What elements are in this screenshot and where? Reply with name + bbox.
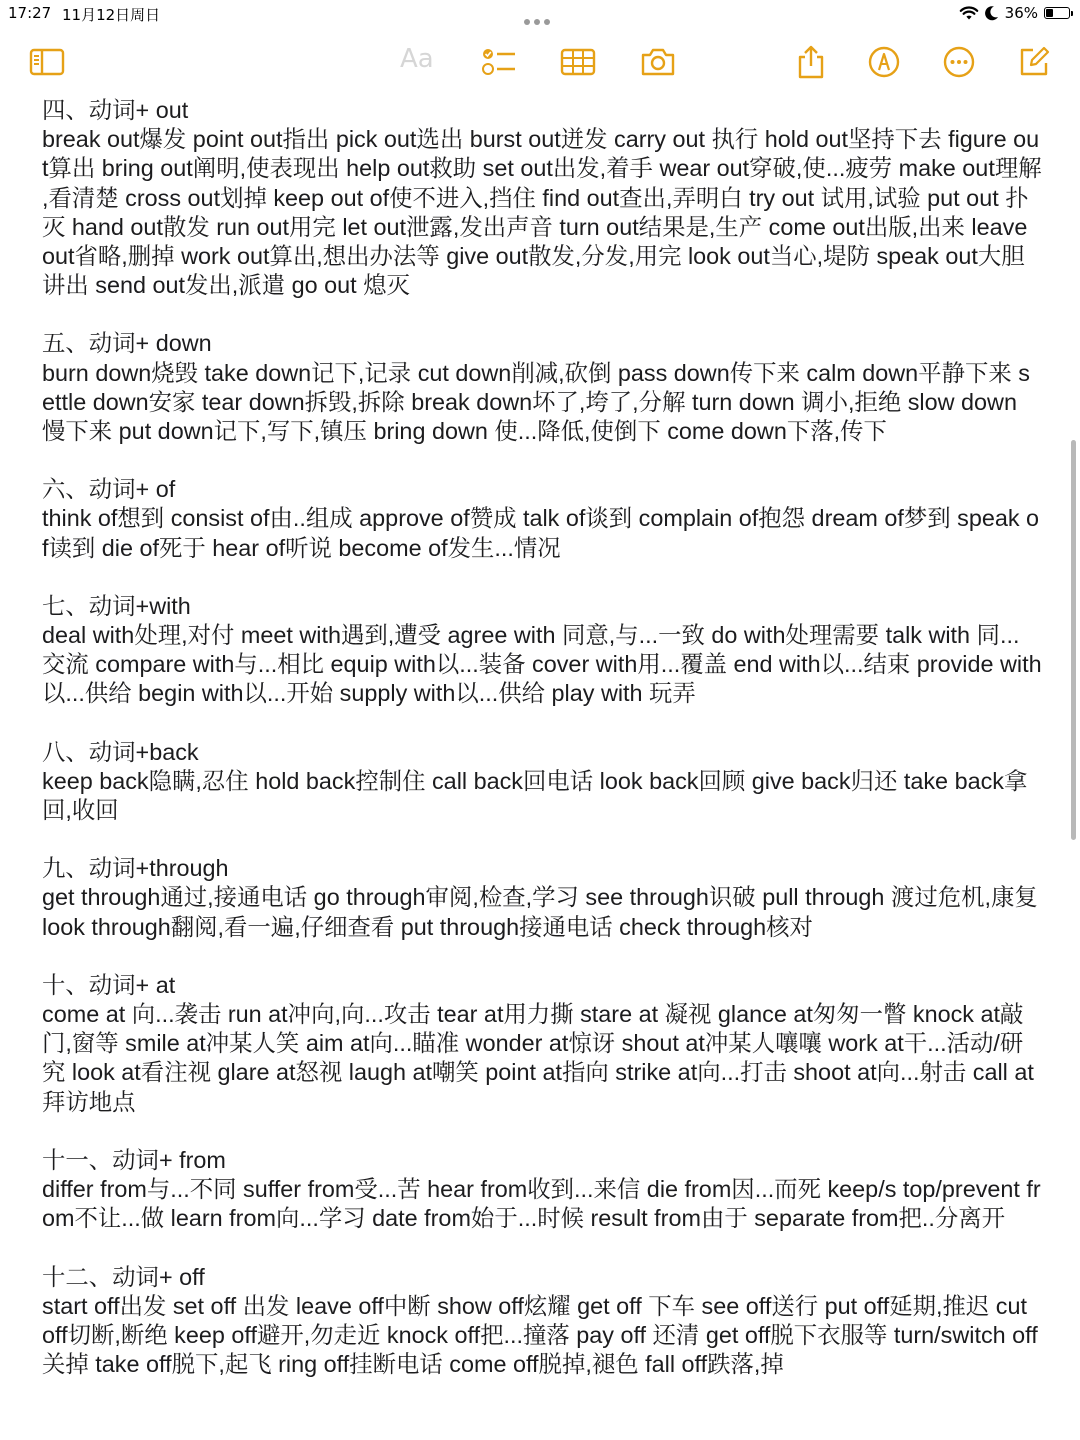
section-title: 九、动词+through xyxy=(42,855,229,882)
markup-button[interactable] xyxy=(864,42,904,82)
compose-icon xyxy=(1017,45,1051,79)
multitasking-dots-icon[interactable] xyxy=(524,10,556,18)
note-section xyxy=(42,329,1042,446)
camera-button[interactable] xyxy=(638,42,678,82)
more-icon xyxy=(942,45,976,79)
section-body: think of想到 consist of由..组成 approve of赞成 talk of谈到 complain of抱怨 dream of梦到 speak of读到 die of死于 hear of听说 become of发生...情况 xyxy=(42,505,1040,561)
note-body[interactable] xyxy=(42,96,1042,1408)
note-section xyxy=(42,592,1042,709)
note-section xyxy=(42,854,1042,942)
status-date: 11月12日周日 xyxy=(62,6,161,24)
battery-percent: 36% xyxy=(1004,4,1038,22)
note-section xyxy=(42,738,1042,826)
checklist-icon xyxy=(481,46,517,78)
camera-icon xyxy=(640,47,676,77)
markup-icon xyxy=(867,45,901,79)
section-title: 八、动词+back xyxy=(42,738,199,765)
section-title: 六、动词+ of xyxy=(42,476,176,503)
status-time: 17:27 xyxy=(8,4,52,22)
scrollbar[interactable] xyxy=(1071,440,1076,840)
section-title: 十、动词+ at xyxy=(42,971,176,998)
section-body: keep back隐瞒,忍住 hold back控制住 call back回电话 look back回顾 give back归还 take back拿回,收回 xyxy=(42,767,1028,824)
note-section xyxy=(42,971,1042,1117)
status-indicators xyxy=(959,3,1070,23)
section-body: burn down烧毁 take down记下,记录 cut down削减,砍倒 pass down传下来 calm down平静下来 settle down安家 tear down拆毁,拆除 break down坏了,垮了,分解 turn down 调小,拒绝 slow down 慢下来 put down记下,写下,镇压 bring down 使...降低,使倒下 come down下落,传下 xyxy=(42,359,1030,445)
notes-toolbar xyxy=(0,36,1080,86)
sidebar-toggle-button[interactable] xyxy=(27,42,67,82)
note-section xyxy=(42,96,1042,300)
section-body: break out爆发 point out指出 pick out选出 burst out迸发 carry out 执行 hold out坚持下去 figure out算出 bring out阐明,使表现出 help out救助 set out出发,着手 wear out穿破,使...疲劳 make out理解,看清楚 cross out划掉 keep out of使不进入,挡住 find out查出,弄明白 try out 试用,试验 put out 扑灭 hand out散发 run out用完 let out泄露,发出声音 turn out结果是,生产 come out出版,出来 leave out省略,删掉 work out算出,想出办法等 give out散发,分发,用完 look out当心,堤防 speak out大胆讲出 send out发出,派遣 go out 熄灭 xyxy=(42,126,1042,299)
status-bar xyxy=(0,0,1080,28)
section-body: differ from与...不同 suffer from受...苦 hear from收到...来信 die from因...而死 keep/s top/prevent from不让...做 learn from向...学习 date from始于...时候 result from由于 separate from把..分离开 xyxy=(42,1176,1041,1232)
wifi-icon xyxy=(959,5,979,21)
checklist-button[interactable] xyxy=(479,42,519,82)
section-title: 十一、动词+ from xyxy=(42,1146,226,1173)
battery-level xyxy=(1046,9,1053,17)
section-title: 七、动词+with xyxy=(42,592,191,619)
note-section xyxy=(42,1146,1042,1234)
format-button[interactable]: Aa xyxy=(400,44,434,74)
more-button[interactable] xyxy=(939,42,979,82)
note-section xyxy=(42,1263,1042,1380)
battery-icon xyxy=(1044,7,1070,19)
section-body: come at 向...袭击 run at冲向,向...攻击 tear at用力撕 stare at 凝视 glance at匆匆一瞥 knock at敲门,窗等 smile at冲某人笑 aim at向...瞄准 wonder at惊讶 shout at冲某人嚷嚷 work at干...活动/研究 look at看注视 glare at怒视 laugh at嘲笑 point at指向 strike at向...打击 shoot at向...射击 call at拜访地点 xyxy=(42,1001,1034,1115)
section-body: deal with处理,对付 meet with遇到,遭受 agree with 同意,与...一致 do with处理需要 talk with 同...交流 compare with与...相比 equip with以...装备 cover with用...覆盖 end with以...结束 provide with 以...供给 begin with以...开始 supply with以...供给 play with 玩弄 xyxy=(42,622,1042,707)
section-title: 四、动词+ out xyxy=(42,97,189,123)
table-button[interactable] xyxy=(558,42,598,82)
share-icon xyxy=(796,44,826,80)
compose-button[interactable] xyxy=(1014,42,1054,82)
section-body: start off出发 set off 出发 leave off中断 show off炫耀 get off 下车 see off送行 put off延期,推迟 cut off切断,断绝 keep off避开,勿走近 knock off把...撞落 pay off 还清 get off脱下衣服等 turn/switch off关掉 take off脱下,起飞 ring off挂断电话 come off脱掉,褪色 fall off跌落,掉 xyxy=(42,1292,1038,1378)
sidebar-icon xyxy=(29,48,65,76)
note-section xyxy=(42,475,1042,563)
section-title: 十二、动词+ off xyxy=(42,1263,205,1290)
share-button[interactable] xyxy=(791,42,831,82)
table-icon xyxy=(560,48,596,76)
section-body: get through通过,接通电话 go through审阅,检查,学习 see through识破 pull through 渡过危机,康复 look through翻阅,看一遍,仔细查看 put through接通电话 check through核对 xyxy=(42,884,1038,940)
section-title: 五、动词+ down xyxy=(42,330,212,357)
moon-icon xyxy=(985,5,999,21)
